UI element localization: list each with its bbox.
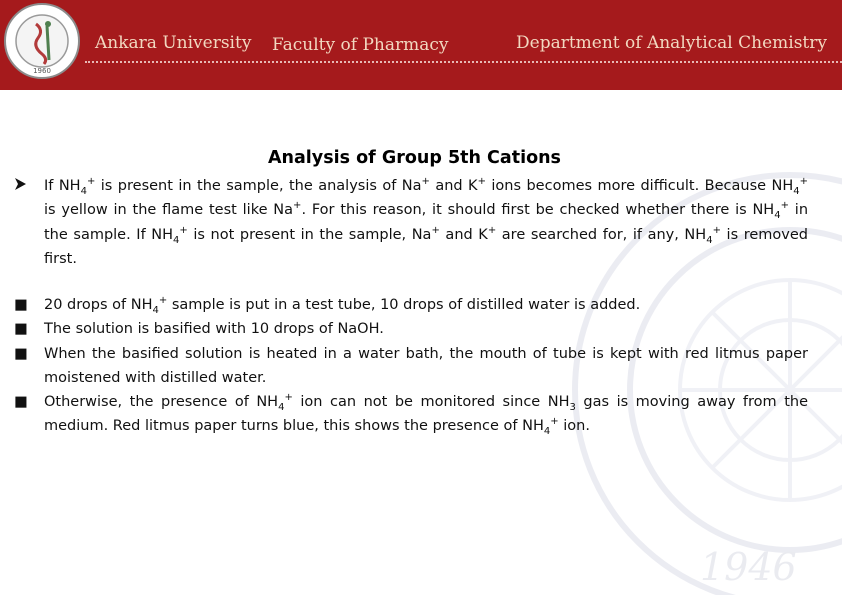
procedure-list bbox=[14, 293, 808, 439]
arrow-bullet-icon bbox=[14, 174, 36, 198]
square-bullet-icon: ■ bbox=[14, 321, 28, 338]
university-name: Ankara University bbox=[95, 33, 252, 53]
header-band bbox=[0, 0, 842, 90]
watermark-year: 1946 bbox=[700, 545, 797, 589]
list-item: ■ 20 drops of $NH_4^+$ sample is put in a test tube, 10 drops of distilled water is added. bbox=[14, 293, 808, 317]
intro-text: If $NH_4^+$ is present in the sample, the analysis of Na+ and K+ ions becomes more difficult. Because $NH_4^+$ is yellow in the flame test like Na+. For this reason, it should first be checked whether there is $NH_4^+$ in the sample. If $NH_4^+$ is not present in the sample, Na+ and K+ are searched for, if any, $NH_4^+$ is removed first. bbox=[44, 176, 809, 267]
slide-title: Analysis of Group 5th Cations bbox=[268, 148, 561, 168]
university-logo-icon bbox=[3, 2, 81, 80]
square-bullet-icon: ■ bbox=[14, 297, 28, 313]
list-item: ■ The solution is basified with 10 drops of NaOH. bbox=[14, 317, 808, 341]
faculty-name: Faculty of Pharmacy bbox=[272, 35, 449, 55]
intro-paragraph bbox=[14, 174, 808, 271]
logo-year: 1960 bbox=[33, 67, 51, 75]
square-bullet-icon: ■ bbox=[14, 394, 28, 411]
department-name: Department of Analytical Chemistry bbox=[516, 33, 827, 53]
list-item: ■ Otherwise, the presence of $NH_4^+$ ion can not be monitored since $NH_3$ gas is moving away from the medium. Red litmus paper turns blue, this shows the presence of $NH_4^+$ ion. bbox=[14, 390, 808, 439]
square-bullet-icon: ■ bbox=[14, 345, 28, 362]
list-item: ■ When the basified solution is heated in a water bath, the mouth of tube is kept with red litmus paper moistened with distilled water. bbox=[14, 342, 808, 391]
header-divider bbox=[85, 61, 842, 63]
